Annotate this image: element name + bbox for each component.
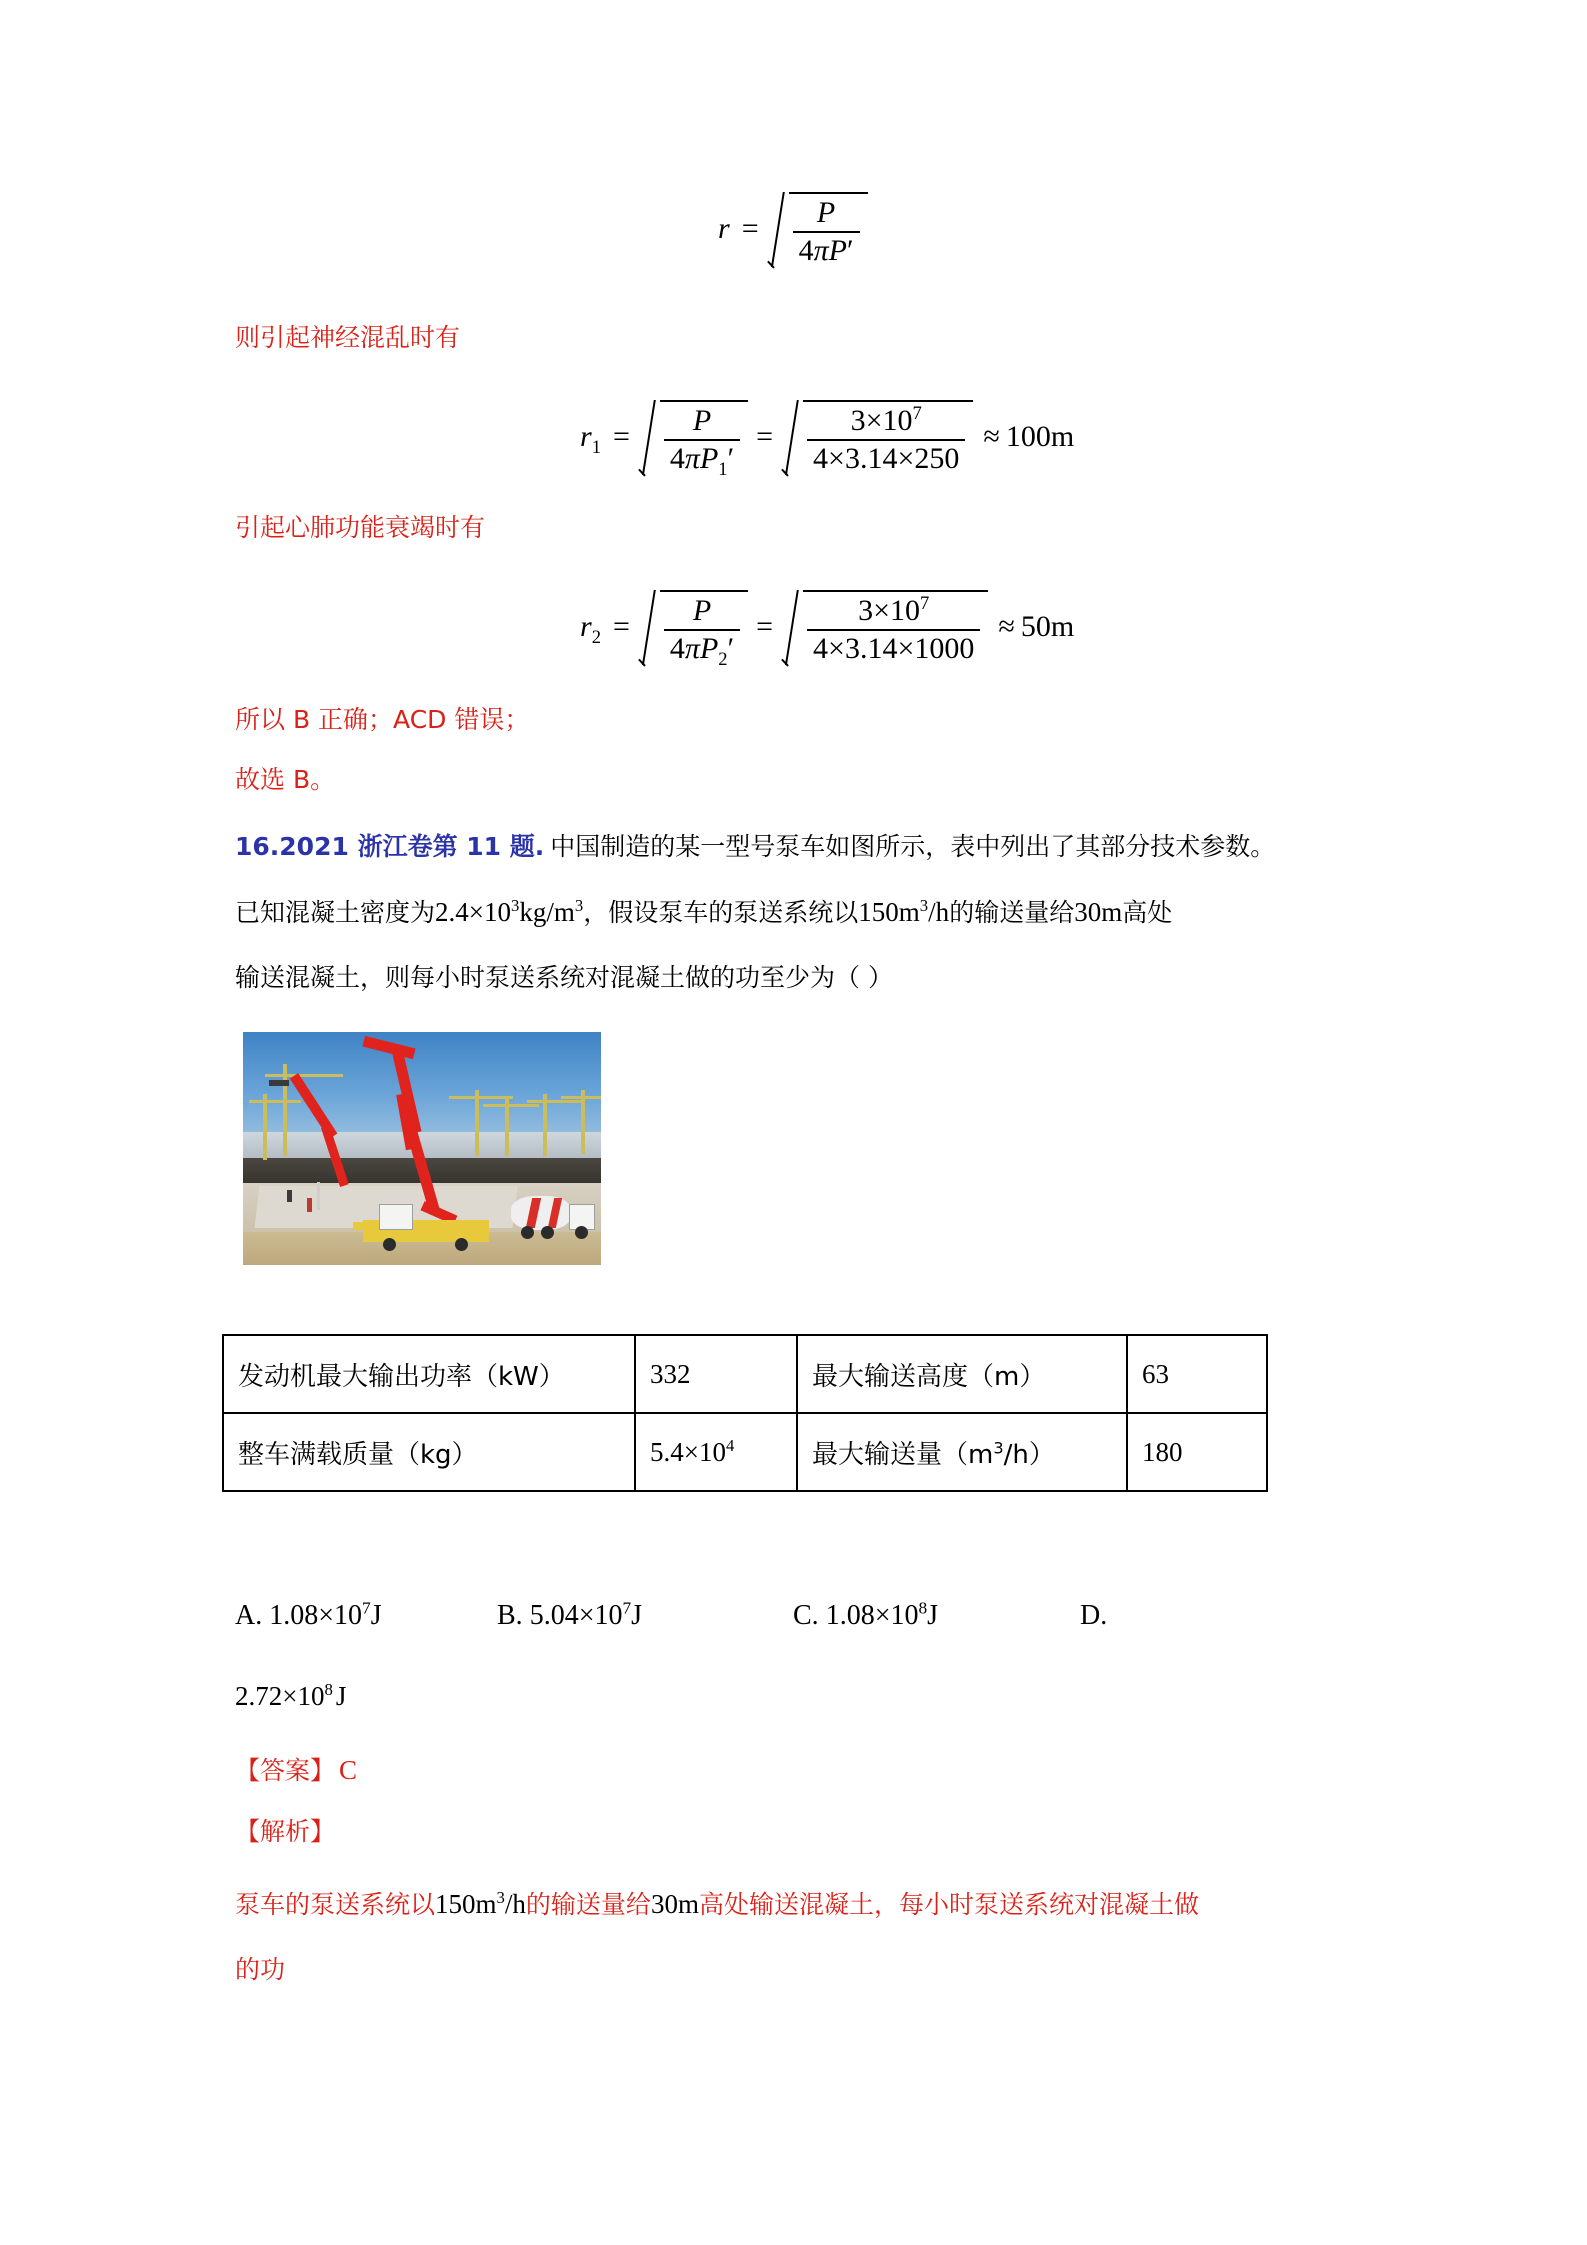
formula-r-var: r xyxy=(718,212,730,246)
crane-mast-icon xyxy=(543,1094,547,1156)
question-line-3: 输送混凝土，则每小时泵送系统对混凝土做的功至少为（ ） xyxy=(235,963,893,992)
formula-r1-equals-2: = xyxy=(756,420,774,454)
spec-label-gross-mass: 整车满载质量（kg） xyxy=(223,1413,635,1491)
formula-r1-numerator-2: $3\times 10^7$ xyxy=(850,403,922,437)
formula-r1-denominator-2: 4×3.14×250 xyxy=(807,439,965,475)
question-number-source: 16.2021 浙江卷第 11 题. xyxy=(235,832,545,861)
concrete-density-value: $2.4\times 10^3kg/m^3$ xyxy=(435,896,584,927)
radical-sign-icon xyxy=(638,590,660,665)
formula-r2-result: 50m xyxy=(1020,610,1075,644)
pump-truck-wheel xyxy=(455,1238,468,1251)
spec-label-max-output: 最大输送量$(m^3/h)$ xyxy=(797,1413,1127,1491)
answer-value: C xyxy=(339,1755,358,1785)
pump-truck-cab xyxy=(379,1204,413,1230)
radical-sign-icon xyxy=(781,590,803,665)
crane-mast-icon xyxy=(581,1090,585,1154)
formula-r-radical xyxy=(767,192,868,267)
concrete-pump-truck-photo xyxy=(243,1032,601,1265)
formula-r-numerator: P xyxy=(816,196,836,229)
delivery-height-value: 30m xyxy=(1074,897,1123,927)
question-line-2: 已知混凝土密度为$2.4\times 10^3kg/m^3$，假设泵车的泵送系统以$150m^3/h$的输送量给30m高处 xyxy=(235,896,1173,927)
option-c[interactable]: C. $1.08\times 10^8J$ xyxy=(793,1598,939,1631)
formula-r xyxy=(718,192,868,267)
radical-sign-icon xyxy=(781,400,803,475)
crane-mast-icon xyxy=(263,1094,267,1160)
spec-label-max-height: 最大输送高度（m） xyxy=(797,1335,1127,1413)
mixer-truck-wheel xyxy=(541,1226,554,1239)
spec-value-gross-mass: $5.4\times 10^4$ xyxy=(635,1413,797,1491)
table-row xyxy=(223,1335,1267,1413)
question-stem: 中国制造的某一型号泵车如图所示，表中列出了其部分技术参数。 xyxy=(550,832,1276,861)
pump-truck-wheel xyxy=(383,1238,396,1251)
crane-mast-icon xyxy=(475,1090,479,1156)
crane-jib-icon xyxy=(249,1100,301,1103)
answer-line xyxy=(235,1750,1425,1791)
option-d-value[interactable]: $2.72\times 10^8$ J xyxy=(235,1680,347,1711)
worker-figure xyxy=(307,1198,312,1212)
crane-jib-icon xyxy=(527,1100,583,1103)
formula-r2-radical-2 xyxy=(781,590,988,665)
crane-jib-icon xyxy=(483,1104,539,1107)
crane-mast-icon xyxy=(283,1064,287,1156)
mixer-truck-drum xyxy=(511,1196,571,1230)
formula-r2-denominator-2: 4×3.14×1000 xyxy=(807,629,980,665)
formula-r1-var: $r_1$ xyxy=(580,420,601,459)
crane-jib-icon xyxy=(269,1080,289,1086)
table-row xyxy=(223,1413,1267,1491)
conclusion-line-1: 所以 B 正确；ACD 错误； xyxy=(235,705,530,734)
mixer-truck-wheel xyxy=(521,1226,534,1239)
formula-r-fraction xyxy=(793,197,860,267)
radical-sign-icon xyxy=(638,400,660,475)
formula-r1 xyxy=(580,400,1075,480)
formula-r2-numerator-2: $3\times 10^7$ xyxy=(858,593,930,627)
option-a[interactable]: A. $1.08\times 10^7J$ xyxy=(235,1598,382,1631)
analysis-line-1: 泵车的泵送系统以$150m^3/h$的输送量给30m高处输送混凝土，每小时泵送系统对混凝土做 xyxy=(235,1888,1199,1919)
delivery-rate-value: $150m^3/h$ xyxy=(858,896,950,927)
formula-r1-radical-1 xyxy=(638,400,748,480)
formula-r1-denominator-1: $4\pi P_1'$ xyxy=(664,439,740,475)
spec-value-engine-power: 332 xyxy=(635,1335,797,1413)
analysis-label: 【解析】 xyxy=(235,1817,336,1846)
formula-r1-equals-1: = xyxy=(612,420,630,454)
formula-r2-approx: ≈ xyxy=(998,610,1015,644)
spec-table xyxy=(222,1334,1268,1492)
option-b[interactable]: B. $5.04\times 10^7J$ xyxy=(497,1598,643,1631)
radical-sign-icon xyxy=(767,192,789,267)
formula-r2-numerator-1: P xyxy=(692,594,712,627)
formula-r2-equals-2: = xyxy=(756,610,774,644)
pump-truck-outrigger xyxy=(353,1222,373,1230)
formula-r2-denominator-1: $4\pi P_2'$ xyxy=(664,629,740,665)
spec-label-engine-power: 发动机最大输出功率（kW） xyxy=(223,1335,635,1413)
option-d-letter[interactable]: D. xyxy=(1080,1600,1108,1631)
mixer-truck-wheel xyxy=(575,1226,588,1239)
formula-r-equals: = xyxy=(741,212,759,246)
crane-jib-icon xyxy=(561,1096,601,1099)
worker-figure xyxy=(287,1190,292,1202)
formula-r1-radical-2 xyxy=(781,400,973,475)
spec-value-max-output: 180 xyxy=(1127,1413,1267,1491)
formula-r2-var: $r_2$ xyxy=(580,610,601,649)
formula-r2 xyxy=(580,590,1075,670)
crane-jib-icon xyxy=(449,1096,513,1099)
conclusion-line-2: 故选 B。 xyxy=(235,765,336,794)
line-cardiopulmonary-failure: 引起心肺功能衰竭时有 xyxy=(235,513,486,542)
formula-r2-radical-1 xyxy=(638,590,748,670)
formula-r2-equals-1: = xyxy=(612,610,630,644)
formula-r-denominator: 4πP′ xyxy=(793,231,860,267)
line-nerve-disorder: 则引起神经混乱时有 xyxy=(235,323,461,352)
answer-label: 【答案】 xyxy=(235,1756,336,1785)
formula-r1-numerator-1: P xyxy=(692,404,712,437)
spec-value-max-height: 63 xyxy=(1127,1335,1267,1413)
formula-r1-approx: ≈ xyxy=(983,420,1000,454)
analysis-line-2: 的功 xyxy=(235,1955,286,1984)
formula-r1-result: 100m xyxy=(1005,420,1075,454)
question-header xyxy=(235,826,1425,867)
crane-jib-icon xyxy=(265,1074,343,1077)
analysis-rate-value: $150m^3/h$ xyxy=(435,1888,526,1919)
concrete-discharge-stream xyxy=(317,1182,320,1210)
analysis-height-value: 30m xyxy=(650,1889,699,1919)
